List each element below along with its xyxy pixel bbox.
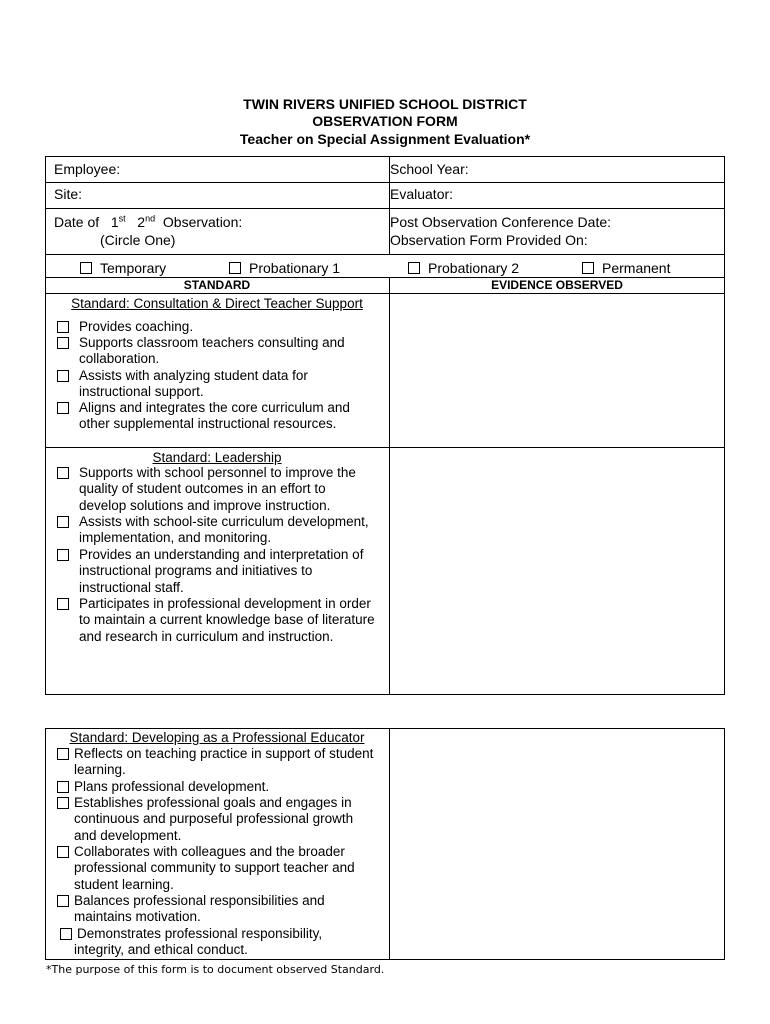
list-item[interactable] <box>57 514 387 547</box>
checkbox[interactable] <box>582 262 594 274</box>
checkbox[interactable] <box>60 928 72 940</box>
checkbox[interactable] <box>57 370 69 382</box>
checkbox[interactable] <box>57 748 69 760</box>
checkbox[interactable] <box>57 321 69 333</box>
option-temporary[interactable]: Temporary <box>80 260 166 277</box>
date-of-observation[interactable] <box>54 213 242 231</box>
form-subtitle: Teacher on Special Assignment Evaluation* <box>239 131 531 147</box>
item-line: implementation, and monitoring. <box>79 530 272 546</box>
checkbox[interactable] <box>57 781 69 793</box>
item-line: Assists with school-site curriculum development, <box>79 514 369 529</box>
item-line: quality of student outcomes in an effort to <box>79 481 326 497</box>
table-border <box>45 208 725 209</box>
employee-label[interactable]: Employee: <box>54 161 121 177</box>
school-year-label[interactable]: School Year: <box>390 161 469 177</box>
checkbox[interactable] <box>57 467 69 479</box>
table-border <box>724 728 725 960</box>
item-line: and development. <box>74 827 182 843</box>
list-item[interactable] <box>57 926 387 959</box>
list-item[interactable] <box>57 465 387 514</box>
checkbox[interactable] <box>229 262 241 274</box>
item-line: Supports classroom teachers consulting and <box>79 335 345 350</box>
table-border <box>45 694 725 695</box>
checkbox[interactable] <box>57 846 69 858</box>
list-item[interactable] <box>57 844 387 893</box>
item-line: professional community to support teacher and <box>74 860 355 876</box>
circle-one-note: (Circle One) <box>100 232 176 248</box>
district-name: TWIN RIVERS UNIFIED SCHOOL DISTRICT <box>243 96 527 112</box>
first-observation-option[interactable]: 1st <box>110 213 126 230</box>
date-of-label: Date of <box>54 214 100 230</box>
standard-1-title: Standard: Consultation & Direct Teacher Support <box>71 296 363 311</box>
table-border <box>45 293 725 294</box>
item-line: integrity, and ethical conduct. <box>74 942 248 958</box>
table-border <box>45 959 725 960</box>
list-item[interactable] <box>57 746 387 779</box>
item-line: to maintain a current knowledge base of literature <box>79 612 375 628</box>
item-line: Supports with school personnel to improve the <box>79 465 356 480</box>
table-border <box>45 156 46 695</box>
form-provided-on-label[interactable]: Observation Form Provided On: <box>390 232 588 248</box>
item-line: student learning. <box>74 876 174 892</box>
item-line: Provides an understanding and interpretation of <box>79 547 364 562</box>
item-line: learning. <box>74 762 126 778</box>
table-border <box>45 447 725 448</box>
option-probationary-2[interactable]: Probationary 2 <box>408 260 519 277</box>
table-border <box>45 277 725 278</box>
evaluator-label[interactable]: Evaluator: <box>390 186 454 202</box>
list-item[interactable] <box>57 795 387 844</box>
item-line: Balances professional responsibilities and <box>74 893 325 908</box>
standard-3-title: Standard: Developing as a Professional Educator <box>69 730 365 745</box>
checkbox[interactable] <box>57 549 69 561</box>
checkbox[interactable] <box>57 598 69 610</box>
list-item[interactable] <box>57 400 387 433</box>
item-line: Reflects on teaching practice in support of student <box>74 746 374 761</box>
option-probationary-1[interactable]: Probationary 1 <box>229 260 340 277</box>
item-line: and research in curriculum and instruction. <box>79 628 334 644</box>
table-border <box>45 728 46 960</box>
standard-column-header: STANDARD <box>183 278 251 292</box>
item-line: Demonstrates professional responsibility, <box>77 926 323 941</box>
list-item[interactable] <box>57 319 387 335</box>
table-border <box>45 728 725 729</box>
item-line: maintains motivation. <box>74 909 201 925</box>
item-line: Collaborates with colleagues and the broader <box>74 844 345 859</box>
item-line: Establishes professional goals and engages in <box>74 795 352 810</box>
checkbox[interactable] <box>57 797 69 809</box>
item-line: instructional programs and initiatives to <box>79 563 313 579</box>
list-item[interactable] <box>57 596 387 645</box>
observation-label: Observation: <box>162 214 243 230</box>
item-line: Aligns and integrates the core curriculum and <box>79 400 350 415</box>
item-line: collaboration. <box>79 351 160 367</box>
item-line: instructional staff. <box>79 579 184 595</box>
checkbox[interactable] <box>57 402 69 414</box>
form-title: OBSERVATION FORM <box>312 113 458 129</box>
table-border <box>724 156 725 695</box>
item-line: Participates in professional development in order <box>79 596 371 611</box>
standard-2-title: Standard: Leadership <box>152 450 282 465</box>
item-line: develop solutions and improve instruction. <box>79 497 331 513</box>
list-item[interactable] <box>57 779 387 795</box>
item-line: Plans professional development. <box>74 779 270 794</box>
table-border <box>45 182 725 183</box>
table-border <box>45 156 725 157</box>
item-line: Assists with analyzing student data for <box>79 368 308 383</box>
option-permanent[interactable]: Permanent <box>582 260 670 277</box>
item-line: Provides coaching. <box>79 319 194 334</box>
list-item[interactable] <box>57 547 387 596</box>
list-item[interactable] <box>57 893 387 926</box>
post-conference-date-label[interactable]: Post Observation Conference Date: <box>390 214 612 230</box>
site-label[interactable]: Site: <box>54 186 83 202</box>
list-item[interactable] <box>57 368 387 401</box>
checkbox[interactable] <box>57 895 69 907</box>
checkbox[interactable] <box>57 337 69 349</box>
checkbox[interactable] <box>57 516 69 528</box>
table-border <box>389 277 390 695</box>
list-item[interactable] <box>57 335 387 368</box>
evidence-column-header: EVIDENCE OBSERVED <box>491 278 623 292</box>
item-line: other supplemental instructional resources. <box>79 416 337 432</box>
checkbox[interactable] <box>80 262 92 274</box>
item-line: continuous and purposeful professional growth <box>74 811 354 827</box>
second-observation-option[interactable]: 2nd <box>137 213 156 230</box>
footnote: *The purpose of this form is to document observed Standard. <box>46 963 385 976</box>
table-border <box>45 254 725 255</box>
table-border <box>389 728 390 960</box>
checkbox[interactable] <box>408 262 420 274</box>
item-line: instructional support. <box>79 384 204 400</box>
